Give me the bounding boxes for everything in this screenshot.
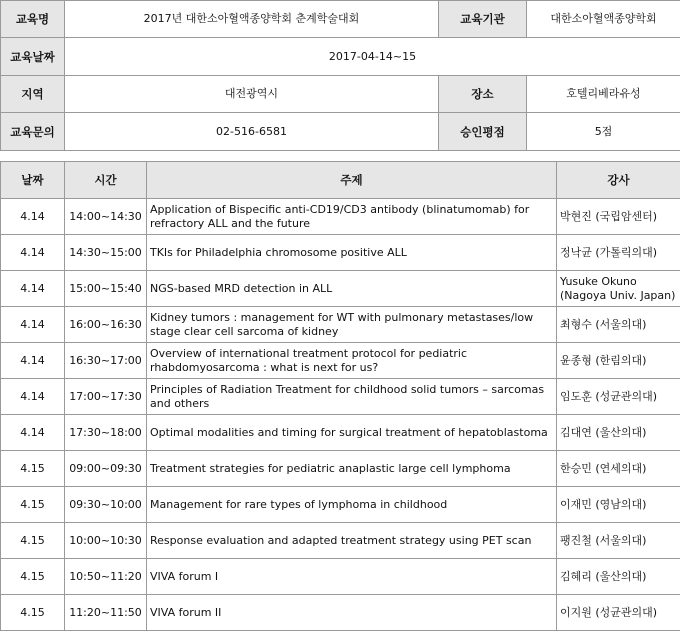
schedule-row	[1, 415, 680, 451]
schedule-row	[1, 379, 680, 415]
session-date: 4.14	[1, 415, 65, 451]
label-course-name: 교육명	[1, 1, 65, 38]
session-time: 15:00~15:40	[65, 271, 147, 307]
value-venue: 호텔리베라유성	[527, 76, 680, 113]
session-date: 4.14	[1, 271, 65, 307]
session-topic: Application of Bispecific anti-CD19/CD3 antibody (blinatumomab) for refractory ALL and the future	[147, 199, 557, 235]
info-row	[1, 76, 680, 113]
schedule-row	[1, 595, 680, 631]
session-speaker: 김대연 (울산의대)	[557, 415, 680, 451]
schedule-row	[1, 487, 680, 523]
session-topic: TKIs for Philadelphia chromosome positive ALL	[147, 235, 557, 271]
session-time: 16:30~17:00	[65, 343, 147, 379]
info-row	[1, 1, 680, 38]
label-contact: 교육문의	[1, 113, 65, 151]
session-speaker: 이지원 (성균관의대)	[557, 595, 680, 631]
session-topic: VIVA forum II	[147, 595, 557, 631]
schedule-table	[0, 161, 680, 631]
session-time: 14:00~14:30	[65, 199, 147, 235]
session-speaker: 윤종형 (한림의대)	[557, 343, 680, 379]
session-time: 10:00~10:30	[65, 523, 147, 559]
session-topic: NGS-based MRD detection in ALL	[147, 271, 557, 307]
session-time: 17:00~17:30	[65, 379, 147, 415]
session-date: 4.15	[1, 451, 65, 487]
value-credits: 5점	[527, 113, 680, 151]
header-topic: 주제	[147, 162, 557, 199]
session-date: 4.14	[1, 343, 65, 379]
session-topic: VIVA forum I	[147, 559, 557, 595]
session-topic: Response evaluation and adapted treatment strategy using PET scan	[147, 523, 557, 559]
session-date: 4.14	[1, 199, 65, 235]
info-row	[1, 38, 680, 76]
session-time: 10:50~11:20	[65, 559, 147, 595]
session-time: 11:20~11:50	[65, 595, 147, 631]
schedule-row	[1, 523, 680, 559]
header-date: 날짜	[1, 162, 65, 199]
session-speaker: 팽진철 (서울의대)	[557, 523, 680, 559]
session-date: 4.15	[1, 523, 65, 559]
session-topic: Management for rare types of lymphoma in childhood	[147, 487, 557, 523]
schedule-row	[1, 343, 680, 379]
schedule-row	[1, 559, 680, 595]
value-region: 대전광역시	[65, 76, 439, 113]
schedule-header-row	[1, 162, 680, 199]
label-region: 지역	[1, 76, 65, 113]
session-topic: Principles of Radiation Treatment for childhood solid tumors – sarcomas and others	[147, 379, 557, 415]
session-topic: Kidney tumors : management for WT with pulmonary metastases/low stage clear cell sarcoma of kidney	[147, 307, 557, 343]
session-speaker: 임도훈 (성균관의대)	[557, 379, 680, 415]
session-date: 4.15	[1, 559, 65, 595]
session-topic: Overview of international treatment protocol for pediatric rhabdomyosarcoma : what is next for us?	[147, 343, 557, 379]
session-topic: Optimal modalities and timing for surgical treatment of hepatoblastoma	[147, 415, 557, 451]
session-time: 16:00~16:30	[65, 307, 147, 343]
value-contact: 02-516-6581	[65, 113, 439, 151]
label-credits: 승인평점	[439, 113, 527, 151]
session-speaker: 박현진 (국립암센터)	[557, 199, 680, 235]
label-course-date: 교육날짜	[1, 38, 65, 76]
session-time: 09:30~10:00	[65, 487, 147, 523]
session-speaker: Yusuke Okuno (Nagoya Univ. Japan)	[557, 271, 680, 307]
schedule-row	[1, 199, 680, 235]
session-time: 09:00~09:30	[65, 451, 147, 487]
value-institution: 대한소아혈액종양학회	[527, 1, 680, 38]
session-speaker: 최형수 (서울의대)	[557, 307, 680, 343]
schedule-row	[1, 271, 680, 307]
header-time: 시간	[65, 162, 147, 199]
session-date: 4.15	[1, 487, 65, 523]
header-speaker: 강사	[557, 162, 680, 199]
session-time: 14:30~15:00	[65, 235, 147, 271]
value-course-name: 2017년 대한소아혈액종양학회 춘계학술대회	[65, 1, 439, 38]
schedule-row	[1, 451, 680, 487]
schedule-row	[1, 307, 680, 343]
session-date: 4.14	[1, 379, 65, 415]
session-date: 4.15	[1, 595, 65, 631]
session-speaker: 이재민 (영남의대)	[557, 487, 680, 523]
course-info-table	[0, 0, 680, 151]
session-speaker: 정낙균 (가톨릭의대)	[557, 235, 680, 271]
value-course-date: 2017-04-14~15	[65, 38, 680, 76]
session-date: 4.14	[1, 235, 65, 271]
session-speaker: 한승민 (연세의대)	[557, 451, 680, 487]
session-topic: Treatment strategies for pediatric anaplastic large cell lymphoma	[147, 451, 557, 487]
info-row	[1, 113, 680, 151]
session-time: 17:30~18:00	[65, 415, 147, 451]
session-date: 4.14	[1, 307, 65, 343]
schedule-row	[1, 235, 680, 271]
session-speaker: 김혜리 (울산의대)	[557, 559, 680, 595]
label-venue: 장소	[439, 76, 527, 113]
label-institution: 교육기관	[439, 1, 527, 38]
